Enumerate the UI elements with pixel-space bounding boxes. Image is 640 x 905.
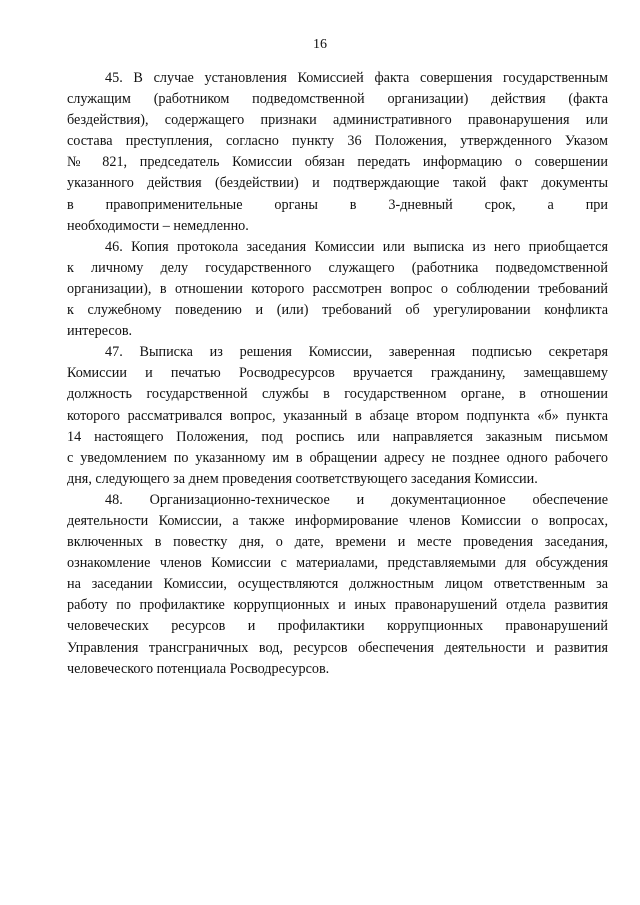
paragraph-line: деятельности Комиссии, а также информирование членов Комиссии о вопросах, (67, 512, 608, 529)
paragraph-line: необходимости – немедленно. (67, 217, 249, 234)
page-number: 16 (313, 37, 327, 52)
paragraph-line: состава преступления, согласно пункту 36 Положения, утвержденного Указом (67, 133, 608, 150)
paragraph-line: на заседании Комиссии, осуществляются должностным лицом ответственным за (67, 576, 608, 593)
paragraph-first-line: 48. Организационно-техническое и документационное обеспечение (105, 491, 608, 508)
paragraph-line: в правоприменительные органы в 3-дневный срок, а при (67, 196, 608, 213)
paragraph-line: указанного действия (бездействии) и подтверждающие такой факт документы (67, 175, 608, 192)
paragraph-line: ознакомление членов Комиссии с материалами, представляемыми для обсуждения (67, 555, 608, 572)
paragraph-first-line: 47. Выписка из решения Комиссии, заверенная подписью секретаря (105, 344, 608, 361)
paragraph-line: дня, следующего за днем проведения соответствующего заседания Комиссии. (67, 470, 538, 487)
paragraph-line: Комиссии и печатью Росводресурсов вручается гражданину, замещавшему (67, 365, 608, 382)
paragraph-line: интересов. (67, 323, 133, 340)
paragraph-line: работу по профилактике коррупционных и иных правонарушений отдела развития (67, 597, 608, 614)
paragraph-line: 14 настоящего Положения, под роспись или направляется заказным письмом (67, 428, 608, 445)
paragraph-line: к личному делу государственного служащего (работника подведомственной (67, 259, 608, 276)
paragraph-line: организации), в отношении которого рассмотрен вопрос о соблюдении требований (67, 280, 608, 297)
paragraph-line: которого рассматривался вопрос, указанный в абзаце втором подпункта «б» пункта (67, 407, 608, 424)
paragraph-line: с уведомлением по указанному им в обращении адресу не позднее одного рабочего (67, 449, 608, 466)
paragraph-first-line: 45. В случае установления Комиссией факта совершения государственным (105, 70, 608, 86)
paragraph-line: бездействия), содержащего признаки административного правонарушения или (67, 112, 608, 129)
paragraph-line: человеческих ресурсов и профилактики коррупционных правонарушений (67, 618, 608, 635)
paragraph-line: к служебному поведению и (или) требований об урегулировании конфликта (67, 302, 608, 319)
paragraph-line: должность государственной службы в государственном органе, в отношении (67, 386, 608, 403)
paragraph-first-line: 46. Копия протокола заседания Комиссии или выписка из него приобщается (105, 238, 608, 255)
paragraph-line: включенных в повестку дня, о дате, времени и месте проведения заседания, (67, 534, 608, 551)
paragraph-line: № 821, председатель Комиссии обязан передать информацию о совершении (67, 154, 608, 171)
paragraph-line: человеческого потенциала Росводресурсов. (67, 660, 330, 677)
paragraph-line: Управления трансграничных вод, ресурсов обеспечения деятельности и развития (67, 639, 608, 656)
document-body (67, 68, 608, 680)
paragraph-line: служащим (работником подведомственной организации) действия (факта (67, 91, 608, 108)
